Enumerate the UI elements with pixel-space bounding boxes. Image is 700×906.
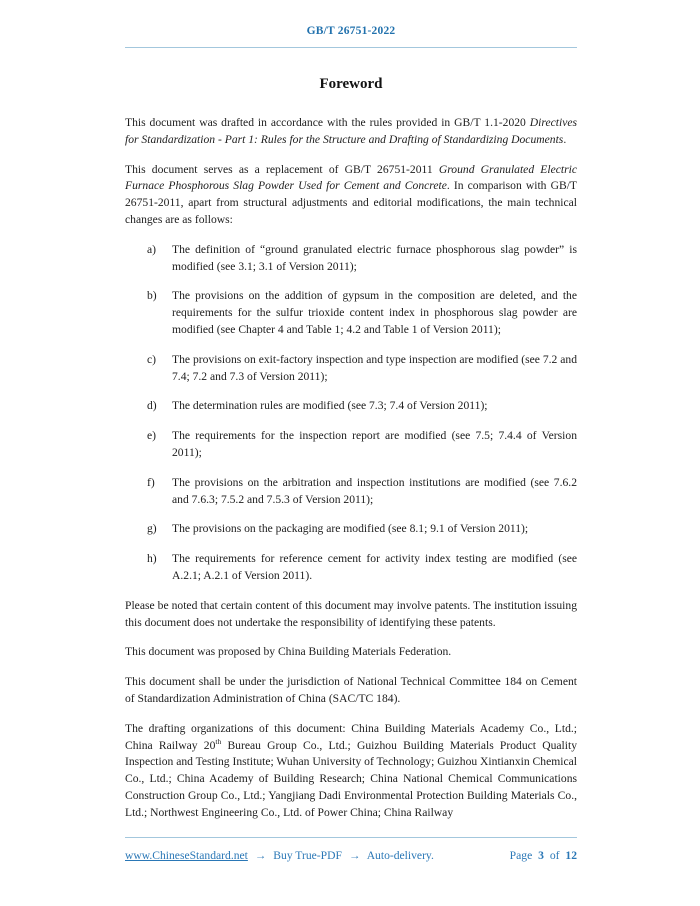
list-item-text: The requirements for reference cement for activity index testing are modified (see A.2.1; A.2.1 of Version 2011).: [172, 552, 577, 582]
list-item: [125, 398, 577, 415]
text-run: .: [563, 132, 567, 146]
paragraph: [125, 721, 577, 822]
footer-delivery-label: Auto-delivery.: [366, 849, 434, 862]
list-item-text: The determination rules are modified (see 7.3; 7.4 of Version 2011);: [172, 399, 488, 413]
footer-buy-label: Buy True-PDF: [273, 849, 342, 862]
page-title: Foreword: [319, 76, 383, 92]
list-item: [125, 352, 577, 386]
intro-paragraphs: [125, 115, 577, 229]
footer: [125, 849, 577, 862]
paragraph: [125, 644, 577, 661]
list-item-label: d): [147, 399, 157, 413]
superscript-text: th: [215, 736, 222, 746]
page-total-number: 12: [565, 849, 577, 862]
text-run: Ground Granulated Electric Furnace Phosphorous Slag Powder Used for Cement and Concrete: [125, 162, 577, 193]
text-run: Bureau Group Co., Ltd.; Guizhou Building Materials Product Quality Inspection and Testing Institute; Wuhan University of Technology; Guizhou Xintianxin Chemical Co., Ltd.; China Academy of Building Research; China National Chemical Communications Construction Group Co., Ltd.; Yangjiang Dadi Environmental Protection Building Materials Co., Ltd.; Northwest Engineering Co., Ltd. of Power China; China Railway: [125, 738, 577, 819]
text-run: This document was proposed by China Building Materials Federation.: [125, 645, 452, 659]
list-item: [125, 288, 577, 338]
text-run: This document shall be under the jurisdiction of National Technical Committee 184 on Cement of Standardization Administration of China (SAC/TC 184).: [125, 675, 577, 705]
of-label: of: [549, 849, 560, 862]
arrow-right-icon: →: [348, 849, 361, 862]
list-item: [125, 428, 577, 462]
footer-info: [125, 849, 434, 862]
footer-site-link[interactable]: www.ChineseStandard.net: [125, 849, 248, 862]
list-item-text: The provisions on exit-factory inspection and type inspection are modified (see 7.2 and 7.4; 7.2 and 7.3 of Version 2011);: [172, 352, 577, 383]
document-body: [125, 115, 577, 835]
list-item: [125, 551, 577, 585]
list-item-text: The provisions on the packaging are modified (see 8.1; 9.1 of Version 2011);: [172, 522, 529, 536]
header-rule: [125, 47, 577, 48]
list-item-label: g): [147, 522, 157, 536]
list-item-text: The provisions on the arbitration and inspection institutions are modified (see 7.6.2 and 7.6.3; 7.5.2 and 7.5.3 of Version 2011);: [172, 475, 577, 506]
text-run: . In comparison with GB/T 26751-2011, apart from structural adjustments and editorial modifications, the main technical changes are as follows:: [125, 179, 578, 226]
list-item-label: f): [147, 475, 155, 489]
list-item-text: The provisions on the addition of gypsum in the composition are deleted, and the requirements for the sulfur trioxide content index in phosphorous slag powder are modified (see Chapter 4 and Table 1; 4.2 and Table 1 of Version 2011);: [172, 289, 577, 336]
list-item-label: b): [147, 289, 157, 303]
footer-rule: [125, 837, 577, 838]
change-list: [125, 242, 577, 585]
list-item-label: a): [147, 242, 157, 256]
text-run: This document was drafted in accordance with the rules provided in GB/T 1.1-2020: [125, 116, 530, 129]
list-item: [125, 475, 577, 509]
page-label: Page: [509, 849, 533, 862]
list-item: [125, 242, 577, 276]
closing-paragraphs: [125, 598, 577, 822]
page-indicator: [507, 849, 577, 862]
list-item-label: h): [147, 552, 157, 566]
paragraph: [125, 674, 577, 708]
header-doc-number: GB/T 26751-2022: [306, 25, 396, 37]
list-item: [125, 521, 577, 538]
list-item-label: c): [147, 352, 157, 366]
text-run: Please be noted that certain content of this document may involve patents. The institution issuing this document does not undertake the responsibility of identifying these patents.: [125, 598, 577, 629]
text-run: Directives for Standardization - Part 1: Rules for the Structure and Drafting of Standardizing Documents: [125, 116, 577, 146]
text-run: This document serves as a replacement of GB/T 26751-2011: [125, 162, 439, 176]
arrow-right-icon: →: [254, 849, 267, 862]
list-item-text: The definition of “ground granulated electric furnace phosphorous slag powder” is modified (see 3.1; 3.1 of Version 2011);: [172, 242, 577, 273]
page-current-number: 3: [538, 849, 544, 862]
list-item-label: e): [147, 429, 157, 443]
text-run: The drafting organizations of this document: China Building Materials Academy Co., Ltd.; China Railway 20: [125, 721, 577, 752]
paragraph: [125, 162, 577, 229]
paragraph: [125, 598, 577, 632]
list-item-text: The requirements for the inspection report are modified (see 7.5; 7.4.4 of Version 2011);: [172, 429, 577, 459]
paragraph: [125, 115, 577, 149]
